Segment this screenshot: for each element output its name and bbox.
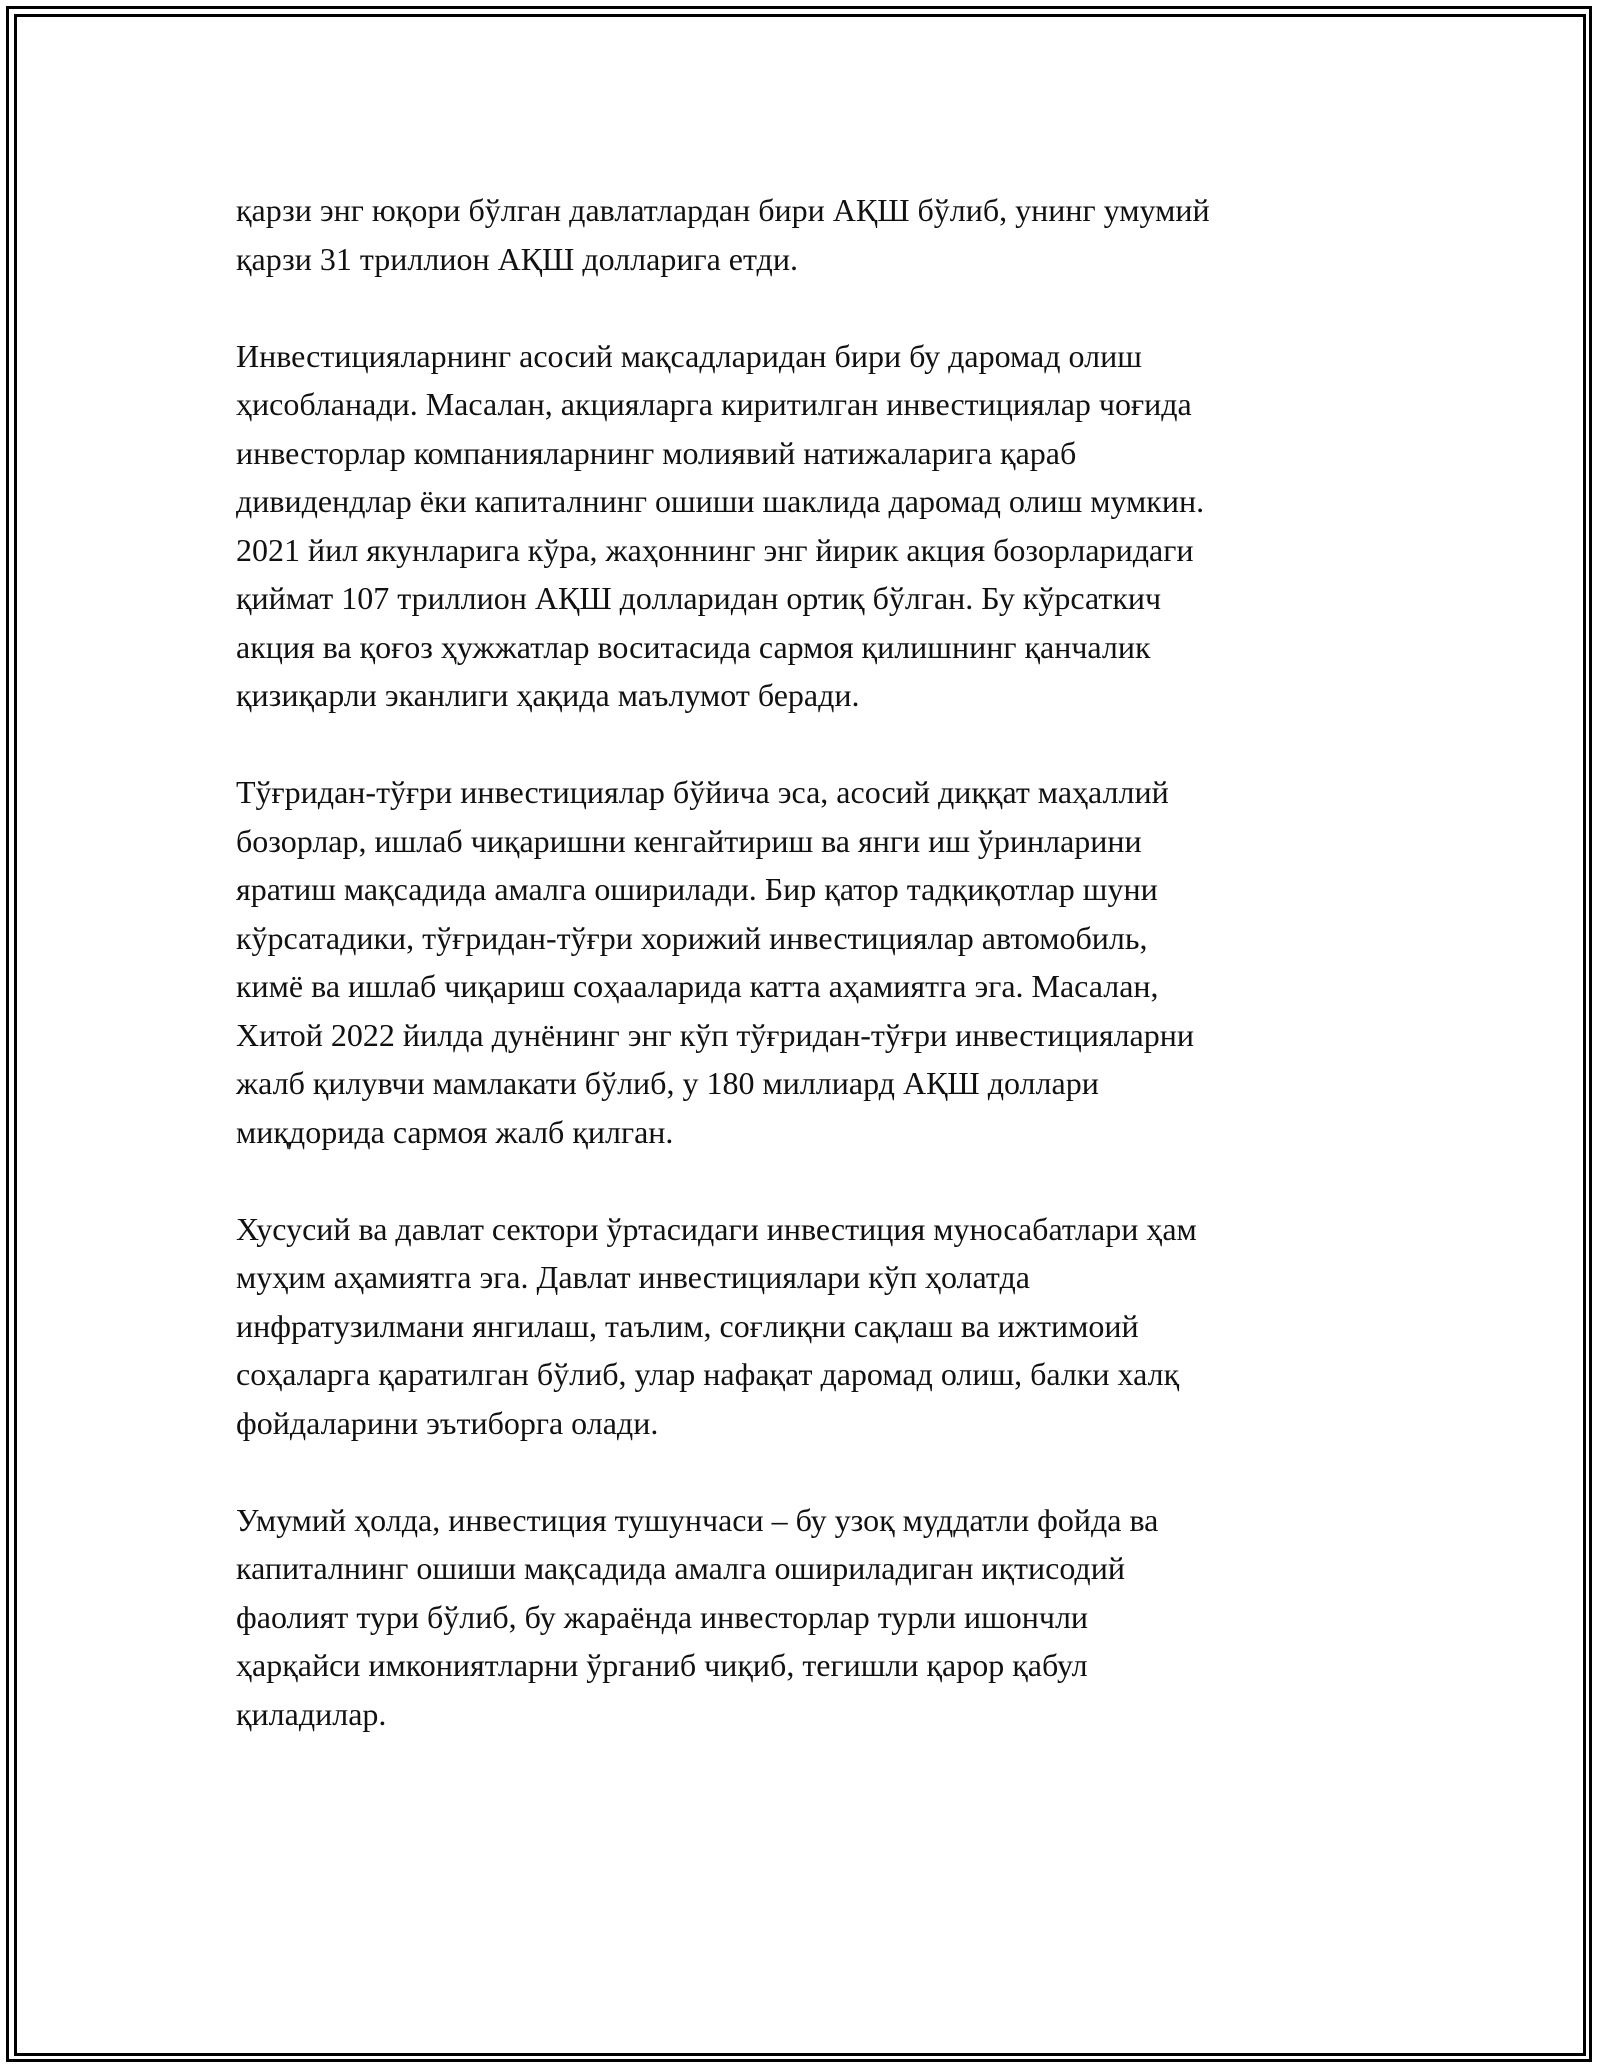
paragraph-2 [236,332,1366,720]
text-line: миқдорида сармоя жалб қилган. [236,1113,674,1150]
text-line: қарзи энг юқори бўлган давлатлардан бири АҚШ бўлиб, унинг умумий [236,192,1210,228]
text-line: Умумий ҳолда, инвестиция тушунчаси – бу узоқ муддатли фойда ва [236,1501,1159,1538]
text-line: капиталнинг ошиши мақсадида амалга ошириладиган иқтисодий [236,1550,1125,1586]
text-line: қиймат 107 триллион АҚШ долларидан ортиқ бўлган. Бу кўрсаткич [236,580,1162,616]
text-line: қизиқарли эканлиги ҳақида маълумот беради. [236,677,860,713]
text-line: кимё ва ишлаб чиқариш соҳааларида катта аҳамиятга эга. Масалан, [236,968,1159,1004]
text-line: инфратузилмани янгилаш, таълим, соғлиқни сақлаш ва ижтимоий [236,1307,1139,1344]
text-line: ҳисобланади. Масалан, акцияларга киритилган инвестициялар чоғида [236,386,1192,422]
text-line: бозорлар, ишлаб чиқаришни кенгайтириш ва янги иш ўринларини [236,822,1142,859]
text-line: Инвестицияларнинг асосий мақсадларидан бири бу даромад олиш [236,337,1142,374]
text-line: фойдаларини эътиборга олади. [236,1404,659,1441]
text-line: дивидендлар ёки капиталнинг ошиши шаклида даромад олиш мумкин. [236,483,1205,519]
text-line: қиладилар. [236,1695,387,1732]
text-line: жалб қилувчи мамлакати бўлиб, у 180 миллиард АҚШ доллари [236,1065,1099,1101]
text-line: қарзи 31 триллион АҚШ долларига етди. [236,240,798,277]
text-line: инвесторлар компанияларнинг молиявий натижаларига қараб [236,434,1077,471]
text-line: акция ва қоғоз ҳужжатлар воситасида сармоя қилишнинг қанчалик [236,628,1151,665]
paragraph-1 [236,186,1366,283]
paragraph-4 [236,1205,1366,1448]
text-line: муҳим аҳамиятга эга. Давлат инвестициялари кўп ҳолатда [236,1259,1030,1295]
text-line: 2021 йил якунларига кўра, жаҳоннинг энг йирик акция бозорларидаги [236,531,1194,568]
paragraph-5 [236,1496,1366,1739]
text-line: яратиш мақсадида амалга оширилади. Бир қатор тадқиқотлар шуни [236,871,1158,907]
text-line: Тўғридан-тўғри инвестициялар бўйича эса, асосий диққат маҳаллий [236,774,1169,810]
document-body [236,186,1366,1787]
text-line: соҳаларга қаратилган бўлиб, улар нафақат даромад олиш, балки халқ [236,1356,1180,1392]
text-line: Хусусий ва давлат сектори ўртасидаги инвестиция муносабатлари ҳам [236,1210,1197,1247]
text-line: кўрсатадики, тўғридан-тўғри хорижий инвестициялар автомобиль, [236,919,1148,956]
text-line: Хитой 2022 йилда дунёнинг энг кўп тўғридан-тўғри инвестицияларни [236,1016,1194,1053]
paragraph-3 [236,768,1366,1156]
text-line: ҳарқайси имкониятларни ўрганиб чиқиб, тегишли қарор қабул [236,1647,1088,1683]
text-line: фаолият тури бўлиб, бу жараёнда инвесторлар турли ишончли [236,1598,1089,1635]
